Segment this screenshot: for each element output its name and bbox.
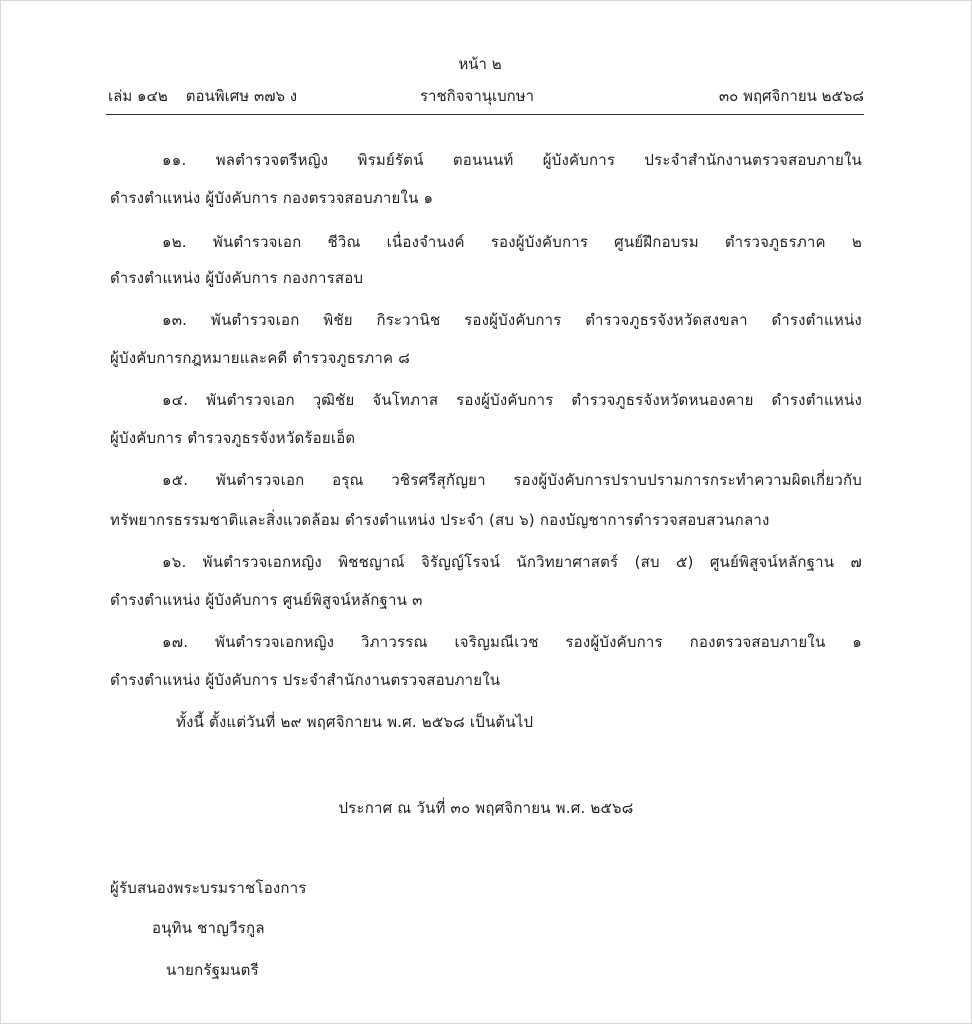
word: พันตำรวจเอกหญิง — [215, 633, 335, 651]
word: ๑๔. — [162, 391, 189, 409]
announcement-date: ประกาศ ณ วันที่ ๓๐ พฤศจิกายน พ.ศ. ๒๕๖๘ — [338, 799, 634, 817]
special-section: ตอนพิเศษ ๓๗๖ ง — [185, 87, 298, 105]
word: อรุณ — [332, 471, 364, 489]
word: ชีวิณ — [327, 233, 361, 251]
header-rule — [106, 114, 864, 115]
word: ๑๗. — [162, 633, 189, 651]
word: ๑๑. — [162, 151, 187, 169]
gazette-header — [108, 84, 864, 108]
item-13-line2: ผู้บังคับการกฎหมายและคดี ตำรวจภูธรภาค ๘ — [110, 349, 410, 367]
word: พันตำรวจเอกหญิง — [202, 553, 322, 571]
word: รองผู้บังคับการ — [464, 311, 562, 329]
item-15-line1 — [162, 468, 862, 492]
word: กองตรวจสอบภายใน — [689, 633, 826, 651]
item-14-line1 — [162, 388, 862, 412]
item-16-line1 — [162, 550, 862, 574]
word: รองผู้บังคับการ — [565, 633, 663, 651]
word: ตอนนนท์ — [452, 151, 514, 169]
word: รองผู้บังคับการ — [456, 391, 554, 409]
word: พิชัย — [323, 311, 353, 329]
volume-number: เล่ม ๑๔๒ — [108, 87, 168, 105]
word: ผู้บังคับการ — [542, 151, 616, 169]
word: กิระวานิช — [376, 311, 441, 329]
word: ๗ — [850, 553, 862, 571]
item-15-line2: ทรัพยากรธรรมชาติและสิ่งแวดล้อม ดำรงตำแหน่ง ประจำ (สบ ๖) กองบัญชาการตำรวจสอบสวนกลาง — [110, 511, 770, 529]
word: ๑๖. — [162, 553, 187, 571]
word: พิรมย์รัตน์ — [357, 151, 424, 169]
header-date: ๓๐ พฤศจิกายน ๒๕๖๘ — [718, 87, 864, 105]
word: ประจำสำนักงานตรวจสอบภายใน — [644, 151, 862, 169]
word: จันโทภาส — [372, 391, 439, 409]
word: ศูนย์ฝึกอบรม — [614, 233, 699, 251]
item-16-line2: ดำรงตำแหน่ง ผู้บังคับการ ศูนย์พิสูจน์หลักฐาน ๓ — [110, 591, 423, 609]
item-12-line1 — [162, 230, 862, 254]
word: ๑๕. — [162, 471, 189, 489]
word: ๒ — [851, 233, 862, 251]
item-17-line1 — [162, 630, 862, 654]
word: ๑ — [852, 633, 862, 651]
word: พิชชญาณ์ — [338, 553, 405, 571]
word: นักวิทยาศาสตร์ — [516, 553, 619, 571]
signatory-title: นายกรัฐมนตรี — [166, 961, 259, 979]
item-17-line2: ดำรงตำแหน่ง ผู้บังคับการ ประจำสำนักงานตรวจสอบภายใน — [110, 671, 501, 689]
word: พันตำรวจเอก — [215, 471, 305, 489]
word: พันตำรวจเอก — [206, 391, 295, 409]
word: ๑๓. — [162, 311, 188, 329]
word: ตำรวจภูธรภาค — [724, 233, 826, 251]
word: พันตำรวจเอก — [210, 311, 300, 329]
item-14-line2: ผู้บังคับการ ตำรวจภูธรจังหวัดร้อยเอ็ด — [110, 429, 356, 447]
word: วชิรศรีสุกัญยา — [391, 471, 486, 489]
word: วุฒิชัย — [312, 391, 355, 409]
effective-date-text: ทั้งนี้ ตั้งแต่วันที่ ๒๙ พฤศจิกายน พ.ศ. ๒๕๖๘ เป็นต้นไป — [176, 713, 534, 731]
item-11-line2: ดำรงตำแหน่ง ผู้บังคับการ กองตรวจสอบภายใน ๑ — [110, 189, 434, 207]
word: (สบ — [634, 553, 660, 571]
word: ดำรงตำแหน่ง — [771, 391, 862, 409]
item-12-line2: ดำรงตำแหน่ง ผู้บังคับการ กองการสอบ — [110, 269, 364, 287]
word: พลตำรวจตรีหญิง — [215, 151, 329, 169]
item-13-line1 — [162, 308, 862, 332]
item-11-line1 — [162, 148, 862, 172]
word: ตำรวจภูธรจังหวัดหนองคาย — [571, 391, 754, 409]
word: เจริญมณีเวช — [454, 633, 539, 651]
word: รองผู้บังคับการปราบปรามการกระทำความผิดเกี่ยวกับ — [513, 471, 862, 489]
word: ดำรงตำแหน่ง — [771, 311, 862, 329]
word: ตำรวจภูธรจังหวัดสงขลา — [585, 311, 748, 329]
volume-section-label — [108, 84, 297, 108]
countersign-label: ผู้รับสนองพระบรมราชโองการ — [110, 879, 307, 897]
word: ศูนย์พิสูจน์หลักฐาน — [709, 553, 835, 571]
word: ๕) — [675, 553, 694, 571]
word: จิรัญญ์โรจน์ — [420, 553, 501, 571]
gazette-title: ราชกิจจานุเบกษา — [420, 87, 535, 105]
word: เนื่องจำนงค์ — [386, 233, 465, 251]
word: พันตำรวจเอก — [212, 233, 302, 251]
page-number: หน้า ๒ — [458, 55, 502, 73]
signatory-name: อนุทิน ชาญวีรกูล — [152, 919, 265, 937]
word: รองผู้บังคับการ — [490, 233, 589, 251]
word: ๑๒. — [162, 233, 187, 251]
word: วิภาวรรณ — [361, 633, 428, 651]
